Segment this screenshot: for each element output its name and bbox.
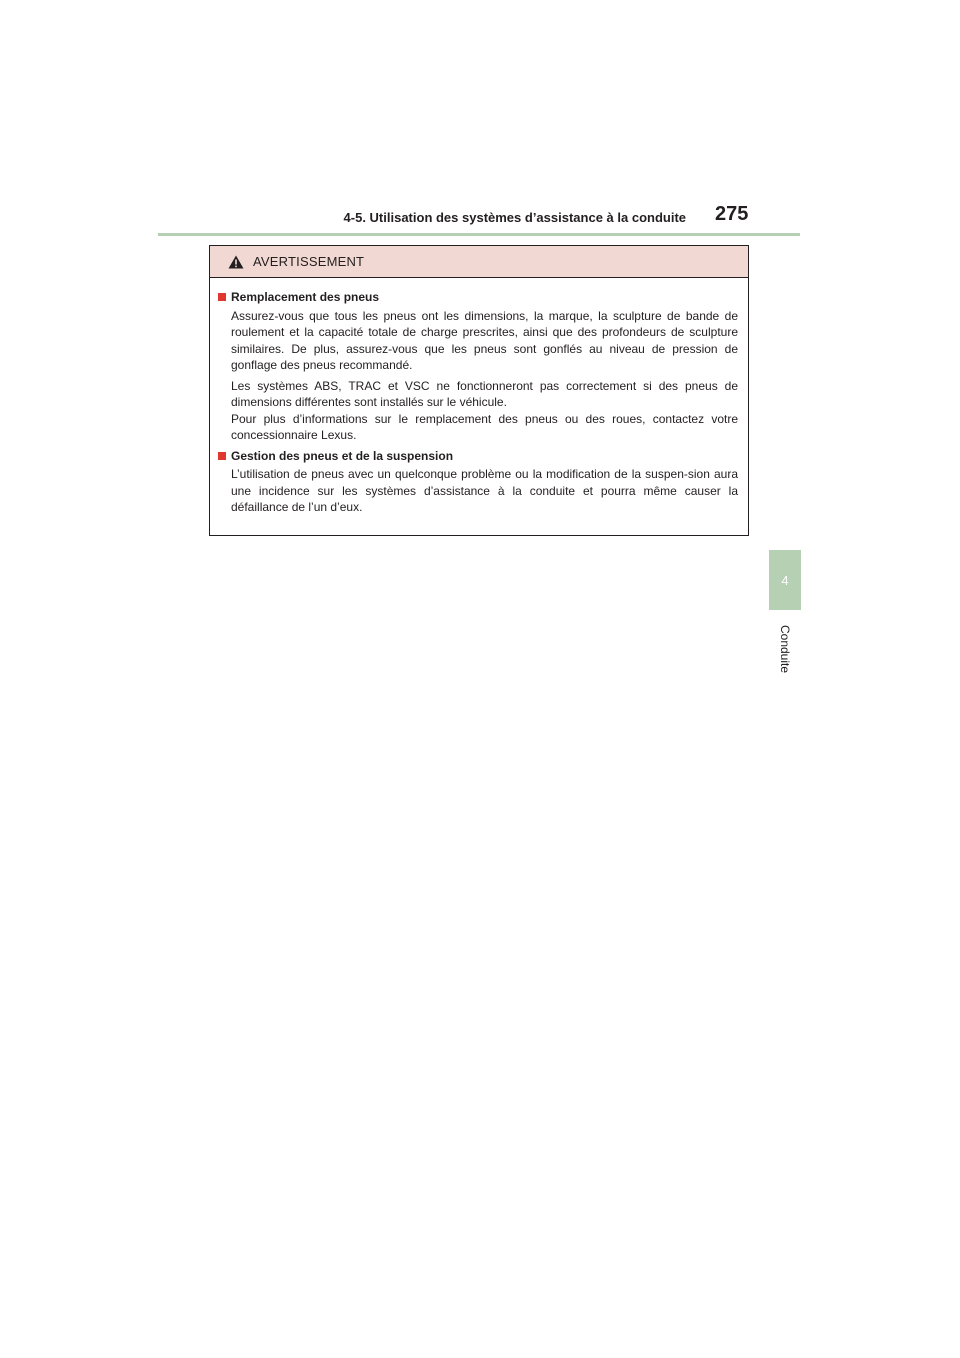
warning-item-tire-suspension <box>218 448 738 516</box>
warning-header <box>210 246 748 278</box>
item-heading <box>218 448 738 465</box>
paragraph: Assurez-vous que tous les pneus ont les dimensions, la marque, la sculpture de bande de roulement et la capacité totale de charge prescrites, ainsi que des profondeurs de sculpture similaires. De plus, assurez-vous que les pneus sont gonflés au niveau de pression de gonflage des pneus recommandé. <box>231 308 738 372</box>
item-heading-text: Gestion des pneus et de la suspension <box>231 448 454 463</box>
paragraph: L’utilisation de pneus avec un quelconque problème ou la modification de la suspen-sion aura une incidence sur les systèmes d’assistance à la conduite et pourra même causer la défaillance de l’un d’eux. <box>231 467 738 514</box>
square-bullet-icon <box>218 293 226 301</box>
chapter-tab <box>769 550 801 610</box>
chapter-label-container <box>769 618 801 680</box>
square-bullet-icon <box>218 452 226 460</box>
paragraph: Les systèmes ABS, TRAC et VSC ne fonctionneront pas correctement si des pneus de dimensions différentes sont installés sur le véhicule. <box>231 378 738 409</box>
header-divider <box>158 233 800 236</box>
page-number: 275 <box>715 203 749 225</box>
paragraph: Pour plus d’informations sur le remplacement des pneus ou des roues, contactez votre concessionnaire Lexus. <box>231 411 738 442</box>
warning-box <box>209 245 749 536</box>
item-heading <box>218 289 738 306</box>
section-title: 4-5. Utilisation des systèmes d’assistance à la conduite <box>343 210 686 225</box>
warning-triangle-icon <box>228 255 244 269</box>
item-heading-text: Remplacement des pneus <box>231 290 380 304</box>
chapter-label: Conduite <box>778 624 793 674</box>
warning-title: AVERTISSEMENT <box>253 254 365 269</box>
chapter-number: 4 <box>781 572 789 588</box>
warning-body <box>210 278 748 516</box>
warning-item-tire-replacement <box>218 289 738 444</box>
